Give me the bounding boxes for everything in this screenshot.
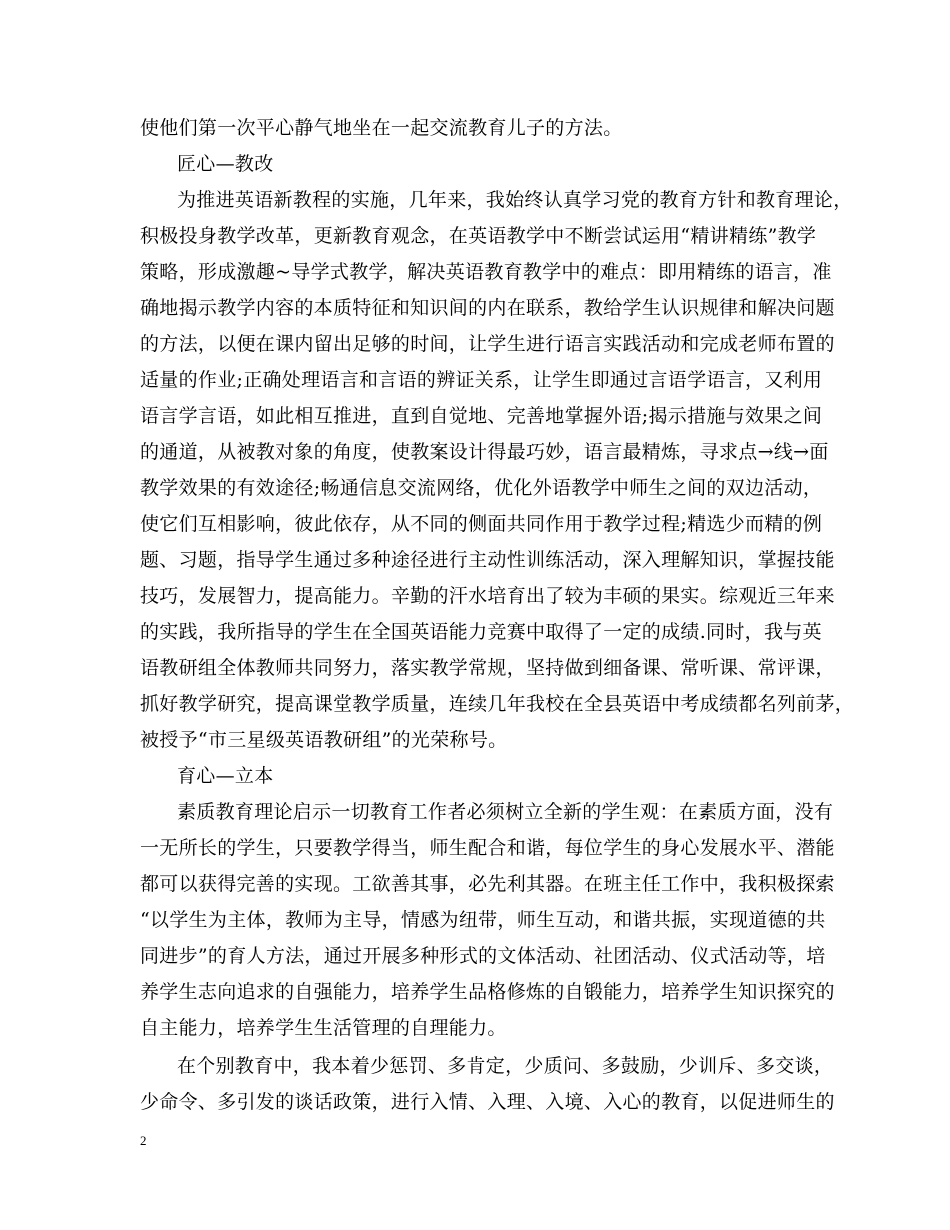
- text-line: 使他们第一次平心静气地坐在一起交流教育儿子的方法。: [140, 117, 623, 139]
- text-line: 教学效果的有效途径;畅通信息交流网络，优化外语教学中师生之间的双边活动，: [140, 477, 823, 499]
- text-line: 适量的作业;正确处理语言和言语的辨证关系，让学生即通过言语学语言，又利用: [140, 369, 823, 391]
- text-line: 都可以获得完善的实现。工欲善其事，必先利其器。在班主任工作中，我积极探索: [140, 873, 835, 895]
- text-line: 被授予“市三星级英语教研组”的光荣称号。: [140, 729, 508, 751]
- text-line: 素质教育理论启示一切教育工作者必须树立全新的学生观：在素质方面，没有: [177, 801, 834, 823]
- text-line: 为推进英语新教程的实施，几年来，我始终认真学习党的教育方针和教育理论，: [177, 189, 853, 211]
- page-number: 2: [140, 1133, 147, 1148]
- text-line: 少命令、多引发的谈话政策，进行入情、入理、入境、入心的教育，以促进师生的: [140, 1091, 835, 1113]
- text-line: 一无所长的学生，只要教学得当，师生配合和谐，每位学生的身心发展水平、潜能: [140, 837, 835, 859]
- text-line: 同进步”的育人方法，通过开展多种形式的文体活动、社团活动、仪式活动等，培: [140, 945, 826, 967]
- text-line: 语教研组全体教师共同努力，落实教学常规，坚持做到细备课、常听课、常评课，: [140, 657, 835, 679]
- text-line: “以学生为主体，教师为主导，情感为纽带，师生互动，和谐共振，实现道德的共: [140, 909, 826, 931]
- text-line: 的方法，以便在课内留出足够的时间，让学生进行语言实践活动和完成老师布置的: [140, 333, 835, 355]
- text-line: 养学生志向追求的自强能力，培养学生品格修炼的自锻能力，培养学生知识探究的: [140, 981, 835, 1003]
- text-line: 语言学言语，如此相互推进，直到自觉地、完善地掌握外语;揭示措施与效果之间: [140, 405, 823, 427]
- text-line: 自主能力，培养学生生活管理的自理能力。: [140, 1017, 507, 1039]
- text-line: 使它们互相影响，彼此依存，从不同的侧面共同作用于教学过程;精选少而精的例: [140, 513, 823, 535]
- section-heading: 匠心—教改: [177, 153, 274, 175]
- section-heading: 育心—立本: [177, 765, 274, 787]
- text-line: 的实践，我所指导的学生在全国英语能力竞赛中取得了一定的成绩.同时，我与英: [140, 621, 822, 643]
- text-line: 在个别教育中，我本着少惩罚、多肯定，少质问、多鼓励，少训斥、多交谈，: [177, 1055, 834, 1077]
- text-line: 积极投身教学改革，更新教育观念，在英语教学中不断尝试运用“精讲精练”教学: [140, 225, 817, 247]
- text-line: 确地揭示教学内容的本质特征和知识间的内在联系，教给学生认识规律和解决问题: [140, 297, 835, 319]
- text-line: 策略，形成激趣~导学式教学，解决英语教育教学中的难点：即用精练的语言，准: [140, 261, 832, 283]
- text-line: 抓好教学研究，提高课堂教学质量，连续几年我校在全县英语中考成绩都名列前茅，: [140, 693, 855, 715]
- text-line: 技巧，发展智力，提高能力。辛勤的汗水培育出了较为丰硕的果实。综观近三年来: [140, 585, 835, 607]
- text-line: 的通道，从被教对象的角度，使教案设计得最巧妙，语言最精炼，寻求点→线→面: [140, 441, 829, 463]
- text-line: 题、习题，指导学生通过多种途径进行主动性训练活动，深入理解知识，掌握技能: [140, 549, 835, 571]
